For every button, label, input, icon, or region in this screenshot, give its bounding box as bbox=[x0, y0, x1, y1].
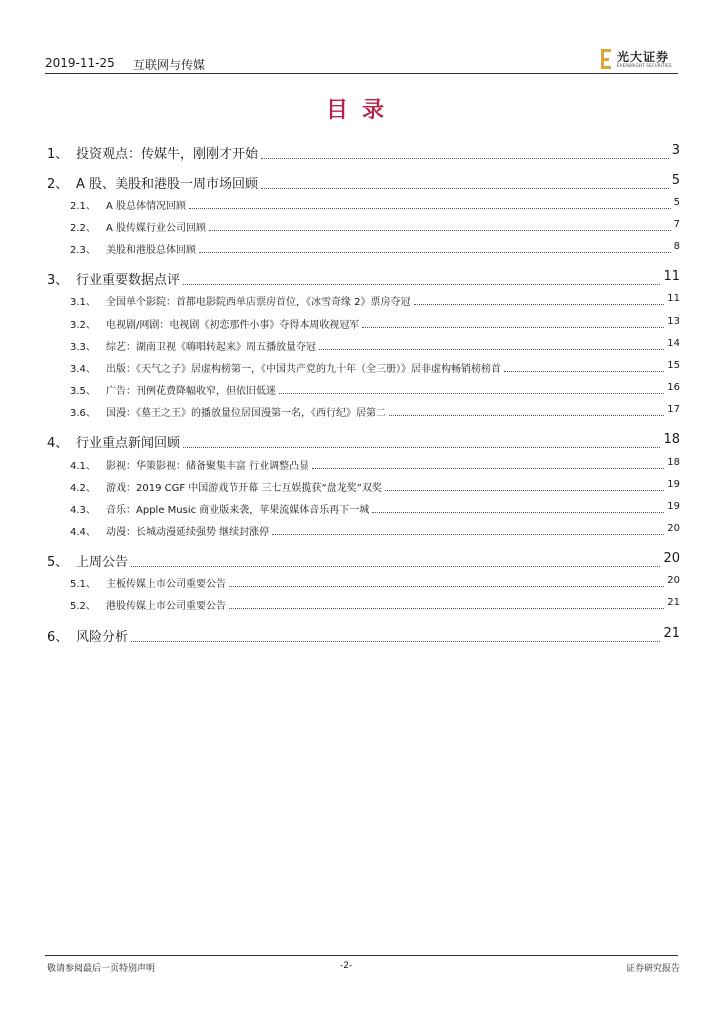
toc-section[interactable] bbox=[0, 624, 724, 644]
brand-name-en: EVERBRIGHT SECURITIES bbox=[617, 63, 672, 68]
toc-leader-dots bbox=[131, 566, 660, 567]
toc-label: 综艺：湖南卫视《嗨唱转起来》周五播放量夺冠 bbox=[106, 342, 316, 353]
toc-section[interactable] bbox=[0, 549, 724, 569]
toc-number: 3.1、 bbox=[70, 297, 96, 308]
toc-leader-dots bbox=[319, 349, 664, 350]
toc-subsection[interactable] bbox=[0, 497, 724, 517]
toc-leader-dots bbox=[385, 490, 664, 491]
toc-label: 风险分析 bbox=[76, 630, 129, 645]
toc-page-number: 17 bbox=[667, 404, 680, 415]
toc-leader-dots bbox=[131, 641, 660, 642]
toc-section[interactable] bbox=[0, 171, 724, 191]
toc-number: 2、 bbox=[47, 177, 69, 192]
toc-number: 2.3、 bbox=[70, 245, 96, 256]
toc-page-number: 11 bbox=[667, 293, 680, 304]
toc-subsection[interactable] bbox=[0, 593, 724, 613]
toc-section[interactable] bbox=[0, 267, 724, 287]
toc-number: 5.1、 bbox=[70, 579, 96, 590]
toc-page-number: 20 bbox=[667, 523, 680, 534]
toc-number: 4.1、 bbox=[70, 461, 96, 472]
toc-label: 投资观点：传媒牛，刚刚才开始 bbox=[76, 147, 259, 162]
toc-number: 2.2、 bbox=[70, 223, 96, 234]
report-date: 2019-11-25 bbox=[45, 56, 115, 70]
toc-page-number: 19 bbox=[667, 501, 680, 512]
toc-page-number: 16 bbox=[667, 382, 680, 393]
toc-label: 影视：华策影视：储备聚集丰富 行业调整凸显 bbox=[106, 461, 310, 472]
toc-leader-dots bbox=[229, 608, 664, 609]
toc-number: 6、 bbox=[47, 630, 69, 645]
toc-page-number: 21 bbox=[667, 597, 680, 608]
toc-leader-dots bbox=[229, 586, 664, 587]
toc-subsection[interactable] bbox=[0, 519, 724, 539]
toc-leader-dots bbox=[372, 512, 664, 513]
toc-label: 美股和港股总体回顾 bbox=[106, 245, 196, 256]
toc-leader-dots bbox=[272, 534, 664, 535]
toc-subsection[interactable] bbox=[0, 289, 724, 309]
toc-subsection[interactable] bbox=[0, 237, 724, 257]
toc-number: 3.2、 bbox=[70, 320, 96, 331]
toc-subsection[interactable] bbox=[0, 571, 724, 591]
toc-leader-dots bbox=[312, 468, 664, 469]
toc-leader-dots bbox=[389, 415, 664, 416]
footer-divider bbox=[45, 955, 678, 956]
toc-leader-dots bbox=[183, 447, 660, 448]
toc-page-number: 11 bbox=[663, 269, 680, 284]
toc-number: 4.2、 bbox=[70, 483, 96, 494]
footer-disclaimer: 敬请参阅最后一页特别声明 bbox=[47, 964, 156, 974]
report-category: 互联网与传媒 bbox=[133, 58, 206, 72]
toc-label: A 股传媒行业公司回顾 bbox=[106, 223, 207, 234]
toc-page-number: 18 bbox=[667, 457, 680, 468]
toc-leader-dots bbox=[261, 188, 669, 189]
toc-label: 全国单个影院：首都电影院西单店票房首位，《冰雪奇缘 2》票房夺冠 bbox=[106, 297, 411, 308]
toc-page-number: 21 bbox=[663, 626, 680, 641]
toc-title: 目录 bbox=[325, 98, 398, 123]
toc-subsection[interactable] bbox=[0, 356, 724, 376]
toc-page-number: 14 bbox=[667, 338, 680, 349]
toc-page-number: 20 bbox=[663, 551, 680, 566]
toc-page-number: 3 bbox=[671, 143, 680, 158]
brand-mark-icon bbox=[601, 49, 613, 69]
page-number: -2- bbox=[340, 961, 353, 971]
toc-page-number: 13 bbox=[667, 316, 680, 327]
toc-label: 动漫：长城动漫延续强势 继续封涨停 bbox=[106, 527, 270, 538]
toc-number: 4.3、 bbox=[70, 505, 96, 516]
toc-label: 上周公告 bbox=[76, 555, 129, 570]
toc-subsection[interactable] bbox=[0, 215, 724, 235]
toc-subsection[interactable] bbox=[0, 334, 724, 354]
toc-subsection[interactable] bbox=[0, 475, 724, 495]
toc-page-number: 8 bbox=[673, 241, 680, 252]
toc-section[interactable] bbox=[0, 430, 724, 450]
toc-leader-dots bbox=[199, 252, 671, 253]
toc-subsection[interactable] bbox=[0, 193, 724, 213]
toc-page-number: 20 bbox=[667, 575, 680, 586]
toc-subsection[interactable] bbox=[0, 312, 724, 332]
toc-number: 5、 bbox=[47, 555, 69, 570]
toc-label: A 股总体情况回顾 bbox=[106, 201, 187, 212]
toc-subsection[interactable] bbox=[0, 453, 724, 473]
footer-report-type: 证券研究报告 bbox=[625, 964, 680, 974]
toc-label: 港股传媒上市公司重要公告 bbox=[106, 601, 226, 612]
toc-number: 3.6、 bbox=[70, 408, 96, 419]
toc-page-number: 5 bbox=[673, 197, 680, 208]
toc-leader-dots bbox=[279, 393, 664, 394]
toc-leader-dots bbox=[209, 230, 671, 231]
toc-leader-dots bbox=[414, 304, 665, 305]
toc-number: 3.5、 bbox=[70, 386, 96, 397]
toc-page-number: 18 bbox=[663, 432, 680, 447]
toc-subsection[interactable] bbox=[0, 378, 724, 398]
toc-page-number: 19 bbox=[667, 479, 680, 490]
toc-number: 3.3、 bbox=[70, 342, 96, 353]
toc-number: 5.2、 bbox=[70, 601, 96, 612]
toc-label: A 股、美股和港股一周市场回顾 bbox=[76, 177, 259, 192]
toc-label: 音乐：Apple Music 商业版来袭，苹果流媒体音乐再下一城 bbox=[106, 505, 370, 516]
header-divider bbox=[45, 73, 678, 74]
toc-label: 行业重要数据点评 bbox=[76, 273, 181, 288]
toc-number: 3、 bbox=[47, 273, 69, 288]
toc-number: 4、 bbox=[47, 436, 69, 451]
toc-page-number: 15 bbox=[667, 360, 680, 371]
toc-label: 主板传媒上市公司重要公告 bbox=[106, 579, 226, 590]
toc-label: 游戏：2019 CGF 中国游戏节开幕 三七互娱揽获“盘龙奖”双奖 bbox=[106, 483, 382, 494]
toc-label: 广告：刊例花费降幅收窄，但依旧低迷 bbox=[106, 386, 276, 397]
toc-number: 1、 bbox=[47, 147, 69, 162]
toc-leader-dots bbox=[189, 208, 671, 209]
toc-number: 3.4、 bbox=[70, 364, 96, 375]
toc-section[interactable] bbox=[0, 141, 724, 161]
toc-page-number: 7 bbox=[673, 219, 680, 230]
toc-label: 出版：《天气之子》居虚构榜第一，《中国共产党的九十年（全三册）》居非虚构畅销榜榜首 bbox=[106, 364, 501, 375]
brand-name: 光大证券 bbox=[617, 50, 670, 64]
toc-leader-dots bbox=[504, 371, 664, 372]
toc-label: 电视剧/网剧：电视剧《初恋那件小事》夺得本周收视冠军 bbox=[106, 320, 360, 331]
toc-page-number: 5 bbox=[671, 173, 680, 188]
toc-label: 国漫：《墓王之王》的播放量位居国漫第一名，《西行纪》居第二 bbox=[106, 408, 386, 419]
brand-logo bbox=[601, 47, 681, 71]
toc-subsection[interactable] bbox=[0, 400, 724, 420]
toc-number: 4.4、 bbox=[70, 527, 96, 538]
toc-label: 行业重点新闻回顾 bbox=[76, 436, 181, 451]
toc-leader-dots bbox=[362, 327, 664, 328]
toc-number: 2.1、 bbox=[70, 201, 96, 212]
toc-leader-dots bbox=[183, 284, 660, 285]
toc-leader-dots bbox=[261, 158, 669, 159]
